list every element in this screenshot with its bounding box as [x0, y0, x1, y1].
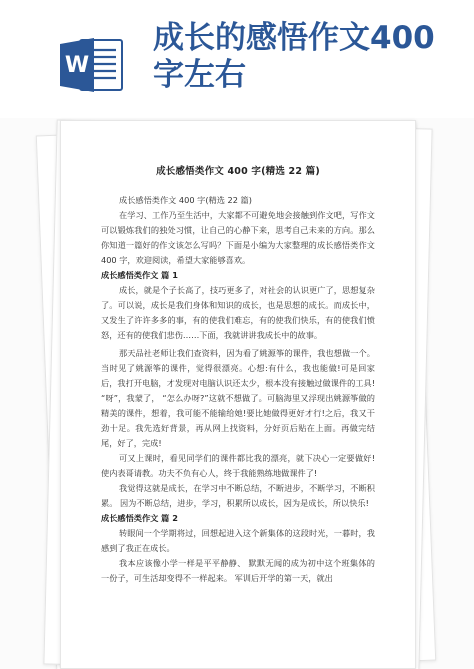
paragraph: 我本应该像小学一样是平平静静、 默默无闻的成为初中这个班集体的一份子，可生活却变得不一样起来。 军训后开学的第一天，就出 [101, 558, 375, 583]
paragraph: 转眼间一个学期将过，回想起进入这个新集体的这段时光，一暮时，我感到了我正在成长。 [101, 528, 375, 553]
intro-subtitle: 成长感悟类作文 400 字(精选 22 篇) [119, 195, 252, 205]
document-title: 成长感悟类作文 400 字(精选 22 篇) [156, 166, 320, 177]
header-banner [0, 0, 474, 112]
page-title: 成长的感悟作文400字左右 [153, 20, 435, 93]
intro-paragraph: 在学习、工作乃至生活中，大家都不可避免地会接触到作文吧，写作文可以锻炼我们的独处习惯，让自己的心静下来，思考自己未来的方向。那么你知道一篇好的作文该怎么写吗？下面是小编为大家整理的成长感悟类作文 400 字，欢迎阅读，希望大家能够喜欢。 [101, 210, 375, 265]
paragraph: 成长，就是个子长高了，技巧更多了，对社会的认识更广了，思想复杂了。可以说，成长是我们身体和知识的成长，也是思想的成长。而成长中，又发生了许许多多的事，有的使我们难忘，有的使我们快乐，有的使我们愤怒，还有的使我们悲伤……下面，我就讲讲我成长中的故事。 [101, 285, 375, 340]
svg-text:W: W [64, 53, 90, 78]
paragraph: 那天品社老师让我们查资料，因为看了姚源筝的课件，我也想做一个。 当时见了姚源筝的课件，觉得很漂亮。心想:有什么，我也能做!可是回家后，我打开电脑，才发现对电脑认识还太少，根本没有接触过做课件的工具! “呀”，我蒙了， “怎么办呀?”这就不想做了。可脑海里又浮现出姚源筝做的精美的课件，想着，我可能不能输给她!要比她做得更好才行!之后，我又干劲十足。我先选好背景，再从网上找资料，分好页后贴在上面。再做完结尾，好了，完成! [101, 348, 375, 448]
section-heading: 成长感悟类作文 篇 2 [101, 513, 178, 523]
paragraph: 我觉得这就是成长，在学习中不断总结，不断进步，不断学习，不断积累。 因为不断总结，进步，学习，积累所以成长，因为是成长，所以快乐! [101, 483, 375, 508]
document-page [60, 120, 416, 669]
section-heading: 成长感悟类作文 篇 1 [101, 270, 178, 280]
paragraph: 可又上课时，看见同学们的课件都比我的漂亮，就下决心一定要做好!使内表哥请教。功夫不负有心人，终于我能熟练地做课件了! [101, 453, 375, 478]
word-doc-icon [60, 36, 124, 94]
